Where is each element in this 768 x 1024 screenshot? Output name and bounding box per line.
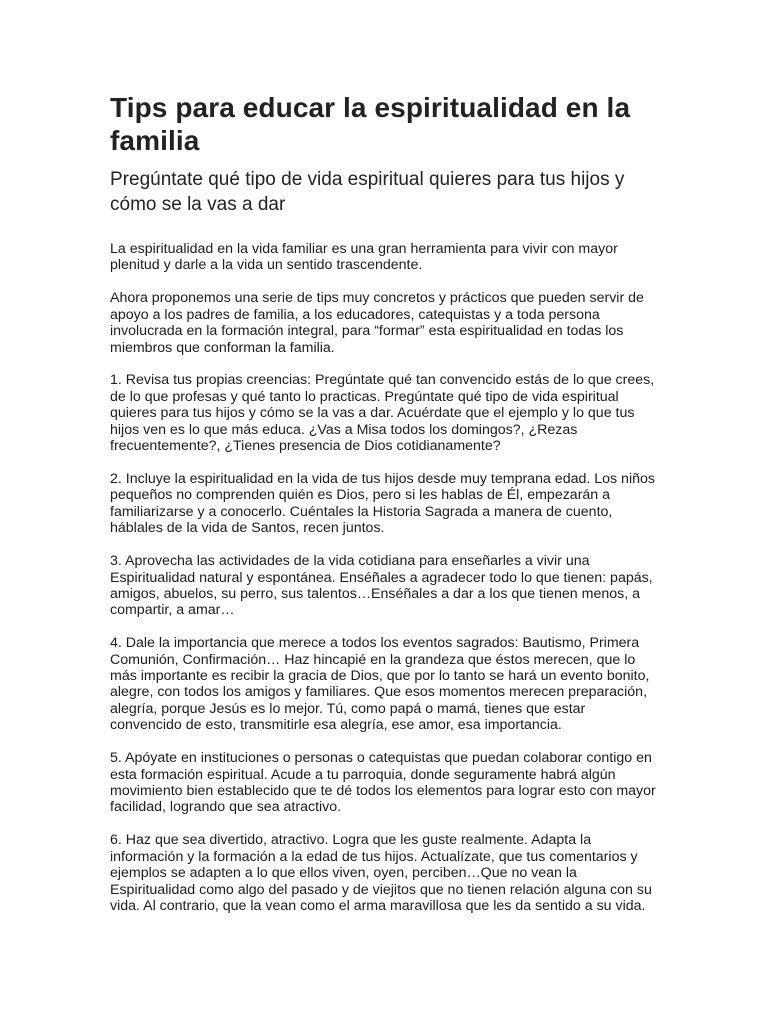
paragraph-intro: La espiritualidad en la vida familiar es una gran herramienta para vivir con mayor plenitud y darle a la vida un sentido trascendente. xyxy=(110,241,618,274)
tip-5-paragraph: 5. Apóyate en instituciones o personas o catequistas que puedan colaborar contigo en esta formación espiritual. Acude a tu parroquia, donde seguramente habrá algún movimiento bien establecido que te dé todos los elementos para lograr esto con mayor facilidad, logrando que sea atractivo. xyxy=(110,750,656,816)
tip-6-paragraph: 6. Haz que sea divertido, atractivo. Logra que les guste realmente. Adapta la información y la formación a la edad de tus hijos. Actualízate, que tus comentarios y ejemplos se adapten a lo que ellos viven, oyen, perciben…Que no vean la Espiritualidad como algo del pasado y de viejitos que no tienen relación alguna con su vida. Al contrario, que la vean como el arma maravillosa que les da sentido a su vida. xyxy=(110,832,652,914)
tip-2-paragraph: 2. Incluye la espiritualidad en la vida de tus hijos desde muy temprana edad. Los niños pequeños no comprenden quién es Dios, pero si les hablas de Él, empezarán a familiarizarse y a conocerlo. Cuéntales la Historia Sagrada a manera de cuento, háblales de la vida de Santos, recen juntos. xyxy=(110,470,655,537)
document-subtitle: Pregúntate qué tipo de vida espiritual quieres para tus hijos y cómo se la vas a dar xyxy=(110,169,625,215)
document-body xyxy=(110,241,658,914)
document-page xyxy=(110,91,658,931)
tip-1-paragraph: 1. Revisa tus propias creencias: Pregúntate qué tan convencido estás de lo que crees, de lo que profesas y qué tanto lo practicas. Pregúntate qué tipo de vida espiritual quieres para tus hijos y cómo se la vas a dar. Acuérdate que el ejemplo y lo que tus hijos ven es lo que más educa. ¿Vas a Misa todos los domingos?, ¿Rezas frecuentemente?, ¿Tienes presencia de Dios cotidianamente? xyxy=(110,372,655,455)
document-title: Tips para educar la espiritualidad en la familia xyxy=(110,92,631,156)
tip-4-paragraph: 4. Dale la importancia que merece a todos los eventos sagrados: Bautismo, Primera Comunión, Confirmación… Haz hincapié en la grandeza que éstos merecen, que lo más importante es recibir la gracia de Dios, que por lo tanto se hará un evento bonito, alegre, con todos los amigos y familiares. Que esos momentos merecen preparación, alegría, porque Jesús es lo mejor. Tú, como papá o mamá, tienes que estar convencido de esto, transmitirle esa alegría, ese amor, esa importancia. xyxy=(110,635,650,734)
tip-3-paragraph: 3. Aprovecha las actividades de la vida cotidiana para enseñarles a vivir una Espiritualidad natural y espontánea. Enséñales a agradecer todo lo que tienen: papás, amigos, abuelos, su perro, sus talentos…Enséñales a dar a los que tienen menos, a compartir, a amar… xyxy=(110,553,653,619)
paragraph-proposal: Ahora proponemos una serie de tips muy concretos y prácticos que pueden servir de apoyo a los padres de familia, a los educadores, catequistas y a toda persona involucrada en la formación integral, para “formar” esta espiritualidad en todas los miembros que conforman la familia. xyxy=(110,290,644,356)
